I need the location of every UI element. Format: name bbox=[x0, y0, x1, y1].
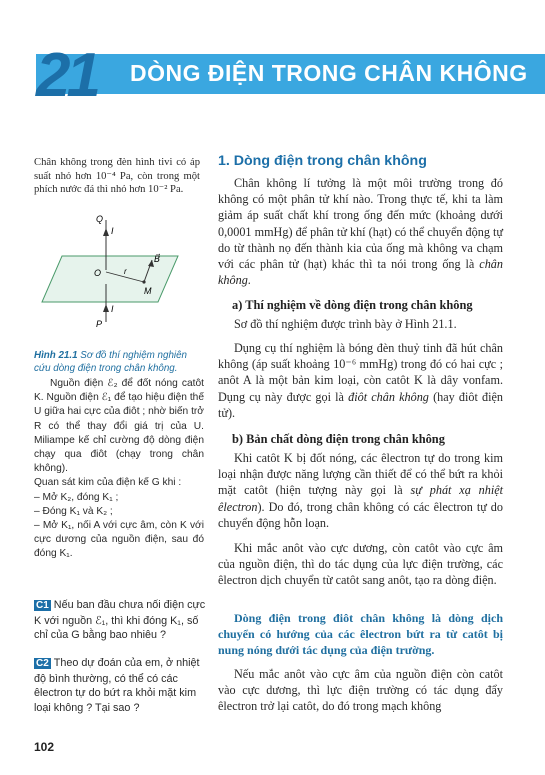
side-list-item-3: – Mở K₁, nối A với cực âm, còn K với cực dương của nguồn điện, sau đó đóng K₁. bbox=[34, 520, 204, 560]
side-list-item-2: – Đóng K₁ và K₂ ; bbox=[34, 505, 113, 517]
subsection-a-end: (hay điôt điện tử). bbox=[218, 389, 504, 420]
subsection-b-end: ). Do đó, trong chân không có các êlectron tự do chuyển động hỗn loạn. bbox=[218, 499, 503, 530]
chapter-number: 21 bbox=[36, 41, 97, 110]
current-arrow-top bbox=[103, 228, 109, 236]
figure-caption-number: Hình 21.1 bbox=[34, 350, 78, 361]
subsection-a-text: Dụng cụ thí nghiệm là bóng đèn thuỷ tinh đã hút chân không (áp suất khoảng 10⁻⁶ mmHg) trong đó có hai cực ; anôt A là một bản kim loại, còn catôt K là dây vonfam. Dụng cụ này được gọi là bbox=[218, 341, 503, 404]
side-intro-note: Chân không trong đèn hình tivi có áp suất nhỏ hơn 10⁻⁴ Pa, còn trong một phích nước đá thì nhỏ hơn 10⁻² Pa. bbox=[34, 157, 200, 196]
label-r: r bbox=[124, 267, 127, 276]
section-1-para-end: . bbox=[247, 273, 251, 288]
subsection-b-paragraph-2: Khi mắc anôt vào cực dương, còn catôt vào cực âm của nguồn điện, thì do tác dụng của lực điện trường, các êlectron dịch chuyển từ catôt sang anôt, tạo ra dòng điện. bbox=[218, 541, 503, 588]
subsection-a-title: a) Thí nghiệm về dòng điện trong chân không bbox=[232, 298, 473, 312]
figure-caption bbox=[34, 350, 204, 375]
subsection-b-paragraph-1 bbox=[218, 450, 503, 531]
c1-text: Nếu ban đầu chưa nối điện cực K với nguồn ℰ₁, thì khi đóng K₁, số chỉ của G bằng bao nhiêu ? bbox=[34, 599, 206, 642]
term-chan-khong: chân không bbox=[218, 257, 503, 288]
subsection-a-paragraph bbox=[218, 340, 503, 421]
c1-badge: C1 bbox=[36, 600, 49, 611]
section-1-title: 1. Dòng điện trong chân không bbox=[218, 153, 427, 169]
side-para-1: Nguồn điện ℰ₂ để đốt nóng catôt K. Nguồn điện ℰ₁ để tạo hiệu điện thế U giữa hai cực của điôt ; nhờ biến trở R có thể thay đổi giá trị của U. Miliampe kế chỉ cường độ dòng điện chạy qua điôt (chạy trong chân không). bbox=[34, 378, 204, 475]
subsection-b-title: b) Bản chất dòng điện trong chân không bbox=[232, 432, 445, 446]
label-p: P bbox=[96, 319, 103, 329]
section-1-para-text: Chân không lí tưởng là một môi trường trong đó không có một phân tử khí nào. Trong thực tế, khi ta làm giảm áp suất chất khí trong ống đến mức (khoảng dưới 0,0001 mmHg) để phân tử khí (hạt) có thể chuyển động tự do từ thành nọ đến thành kia của ống mà không va chạm với các phân tử (hạt) khác thì ta nói trong ống là bbox=[218, 176, 503, 272]
c2-text: Theo dự đoán của em, ở nhiệt độ bình thường, có thể có các êlectron tự do bứt ra khỏi mặt kim loại không ? Tại sao ? bbox=[34, 657, 200, 714]
figure-caption-text: Sơ đồ thí nghiệm nghiên cứu dòng điện trong chân không. bbox=[34, 350, 187, 374]
term-diot-chan-khong: điôt chân không bbox=[348, 389, 429, 404]
label-q: Q bbox=[96, 214, 104, 224]
chapter-title: DÒNG ĐIỆN TRONG CHÂN KHÔNG bbox=[130, 60, 528, 86]
subsection-b-paragraph-3: Nếu mắc anôt vào cực âm của nguồn điện còn catôt vào cực dương, thì lực điện trường có tác dụng đẩy êlectron trở lại catôt, do đó trong mạch không bbox=[218, 667, 503, 714]
current-arrow-bottom bbox=[103, 304, 109, 312]
label-b: B⃗ bbox=[154, 254, 161, 264]
question-c1 bbox=[34, 598, 206, 643]
side-description bbox=[34, 377, 204, 562]
label-i-bottom: I bbox=[111, 304, 114, 314]
question-c2 bbox=[34, 656, 206, 715]
label-o: O bbox=[94, 268, 102, 278]
c2-badge: C2 bbox=[36, 658, 49, 669]
label-m: M bbox=[144, 286, 152, 296]
term-phat-xa-nhiet: sự phát xạ nhiệt êlectron bbox=[218, 483, 504, 514]
section-1-paragraph bbox=[218, 175, 503, 288]
key-statement: Dòng điện trong điôt chân không là dòng dịch chuyển có hướng của các êlectron bứt ra từ catôt bị nung nóng dưới tác dụng của điện trường. bbox=[218, 611, 503, 658]
side-list-item-1: – Mở K₂, đóng K₁ ; bbox=[34, 491, 119, 503]
label-i-top: I bbox=[111, 226, 114, 236]
figure-21-1 bbox=[40, 210, 180, 330]
side-list-intro: Quan sát kim của điện kế G khi : bbox=[34, 477, 182, 489]
subsection-a-line: Sơ đồ thí nghiệm được trình bày ở Hình 21.1. bbox=[234, 317, 457, 331]
page-number: 102 bbox=[34, 740, 55, 754]
subsection-b-text: Khi catôt K bị đốt nóng, các êlectron tự do trong kim loại nhận được năng lượng cần thiết để có thể bứt ra khỏi mặt catôt (hiện tượng này gọi là bbox=[218, 451, 503, 498]
